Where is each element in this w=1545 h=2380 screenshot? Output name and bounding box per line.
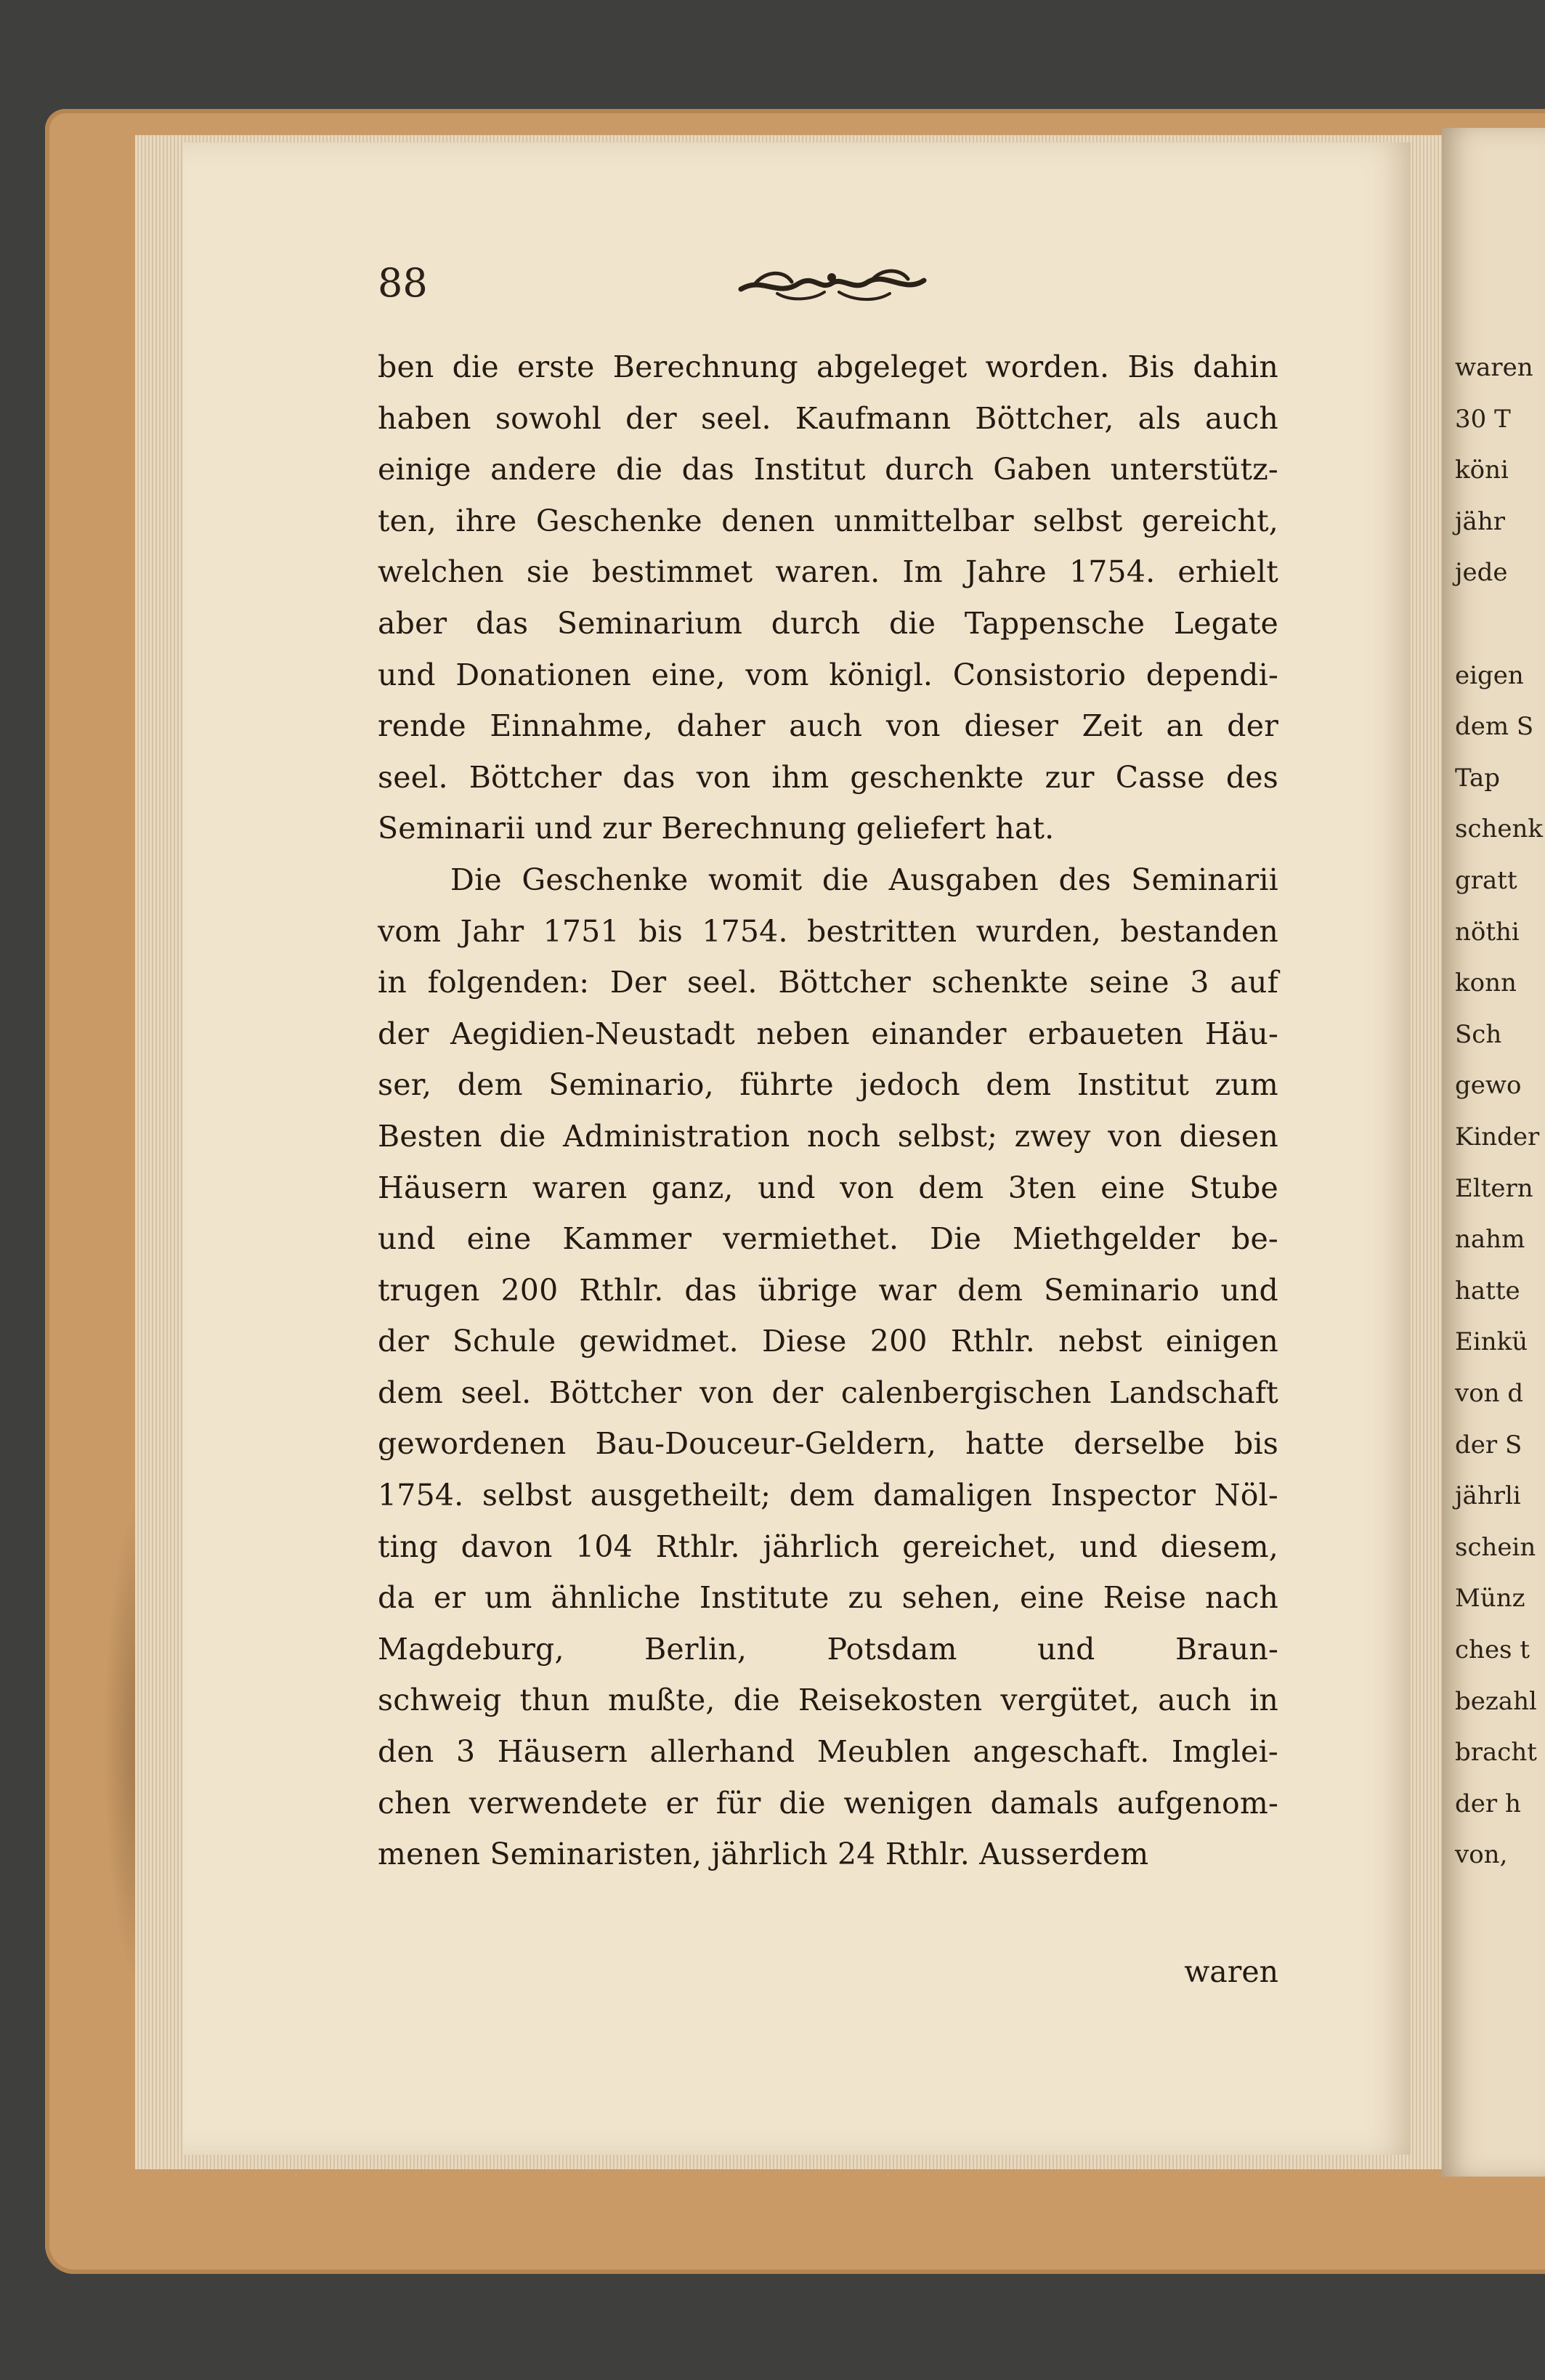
text-line: aber das Seminarium durch die Tappensche Legate xyxy=(378,605,1278,641)
right-page-line: nöthi xyxy=(1455,917,1520,947)
right-page-line: hatte xyxy=(1455,1276,1520,1306)
text-line: welchen sie bestimmet waren. Im Jahre 1754. erhielt xyxy=(378,554,1278,590)
right-page-line: nahm xyxy=(1455,1225,1525,1255)
right-page-line: Sch xyxy=(1455,1019,1502,1049)
text-line: und eine Kammer vermiethet. Die Miethgelder be- xyxy=(378,1221,1278,1257)
right-page-line: konn xyxy=(1455,968,1517,998)
right-page-line: von, xyxy=(1455,1840,1508,1870)
right-page-fragment xyxy=(1442,128,1545,2177)
body-text xyxy=(378,341,1278,1880)
right-page-line: jähr xyxy=(1455,506,1505,536)
text-line: haben sowohl der seel. Kaufmann Böttcher, als auch xyxy=(378,400,1278,436)
right-page-line: waren xyxy=(1455,353,1533,382)
text-line: der Schule gewidmet. Diese 200 Rthlr. nebst einigen xyxy=(378,1324,1278,1359)
text-line: der Aegidien-Neustadt neben einander erbaueten Häu- xyxy=(378,1016,1278,1051)
text-line: Die Geschenke womit die Ausgaben des Seminarii xyxy=(450,862,1278,897)
text-line: ten, ihre Geschenke denen unmittelbar selbst gereicht, xyxy=(378,503,1278,538)
text-line: ben die erste Berechnung abgeleget worden. Bis dahin xyxy=(378,349,1278,384)
right-page-line: von d xyxy=(1455,1379,1524,1408)
text-line: Magdeburg, Berlin, Potsdam und Braun- xyxy=(378,1631,1278,1667)
text-line: gewordenen Bau-Douceur-Geldern, hatte derselbe bis xyxy=(378,1426,1278,1462)
right-page-line: Tap xyxy=(1455,763,1501,793)
right-page-line: gratt xyxy=(1455,866,1517,895)
text-line: und Donationen eine, vom königl. Consistorio dependi- xyxy=(378,657,1278,692)
text-line: rende Einnahme, daher auch von dieser Zeit an der xyxy=(378,708,1278,744)
text-line: einige andere die das Institut durch Gaben unterstütz- xyxy=(378,452,1278,487)
text-line: den 3 Häusern allerhand Meublen angeschaft. Imglei- xyxy=(378,1734,1278,1770)
right-page-line: der S xyxy=(1455,1430,1522,1460)
header-ornament-icon xyxy=(734,262,930,305)
right-page-line: eigen xyxy=(1455,660,1524,690)
right-page-line: bracht xyxy=(1455,1738,1537,1768)
text-line: in folgenden: Der seel. Böttcher schenkte seine 3 auf xyxy=(378,965,1278,1000)
right-page-line: 30 T xyxy=(1455,404,1511,434)
text-line: Besten die Administration noch selbst; zwey von diesen xyxy=(378,1118,1278,1154)
text-line: da er um ähnliche Institute zu sehen, eine Reise nach xyxy=(378,1580,1278,1616)
right-page-line: gewo xyxy=(1455,1071,1522,1101)
right-page-line: Eltern xyxy=(1455,1173,1533,1203)
text-line: ting davon 104 Rthlr. jährlich gereichet, und diesem, xyxy=(378,1529,1278,1564)
catchword: waren xyxy=(1184,1954,1278,1989)
text-line: 1754. selbst ausgetheilt; dem damaligen Inspector Nöl- xyxy=(378,1478,1278,1513)
text-line: schweig thun mußte, die Reisekosten vergütet, auch in xyxy=(378,1683,1278,1718)
right-page-line: dem S xyxy=(1455,712,1534,742)
page-header xyxy=(378,260,1278,318)
text-line: seel. Böttcher das von ihm geschenkte zur Casse des xyxy=(378,759,1278,795)
right-page-line: schein xyxy=(1455,1532,1536,1562)
right-page-line: ches t xyxy=(1455,1635,1530,1664)
right-page-line: schenk xyxy=(1455,814,1544,844)
right-page-line: köni xyxy=(1455,456,1509,485)
text-line: trugen 200 Rthlr. das übrige war dem Seminario und xyxy=(378,1272,1278,1308)
text-line: menen Seminaristen, jährlich 24 Rthlr. Ausserdem xyxy=(378,1837,1149,1872)
right-page-line: jede xyxy=(1455,558,1508,588)
text-line: Häusern waren ganz, und von dem 3ten eine Stube xyxy=(378,1170,1278,1205)
text-line: ser, dem Seminario, führte jedoch dem Institut zum xyxy=(378,1067,1278,1103)
text-line: dem seel. Böttcher von der calenbergischen Landschaft xyxy=(378,1375,1278,1410)
right-page-line: Münz xyxy=(1455,1584,1525,1614)
right-page-line: jährli xyxy=(1455,1481,1521,1511)
text-line: Seminarii und zur Berechnung geliefert hat. xyxy=(378,811,1055,846)
right-page-line: bezahl xyxy=(1455,1686,1537,1716)
right-page-line: Kinder xyxy=(1455,1122,1540,1151)
text-line: vom Jahr 1751 bis 1754. bestritten wurden, bestanden xyxy=(378,913,1278,949)
text-line: chen verwendete er für die wenigen damals aufgenom- xyxy=(378,1785,1278,1821)
right-page-line: Einkü xyxy=(1455,1327,1528,1357)
right-page-line: der h xyxy=(1455,1789,1521,1818)
page-number: 88 xyxy=(378,260,428,306)
